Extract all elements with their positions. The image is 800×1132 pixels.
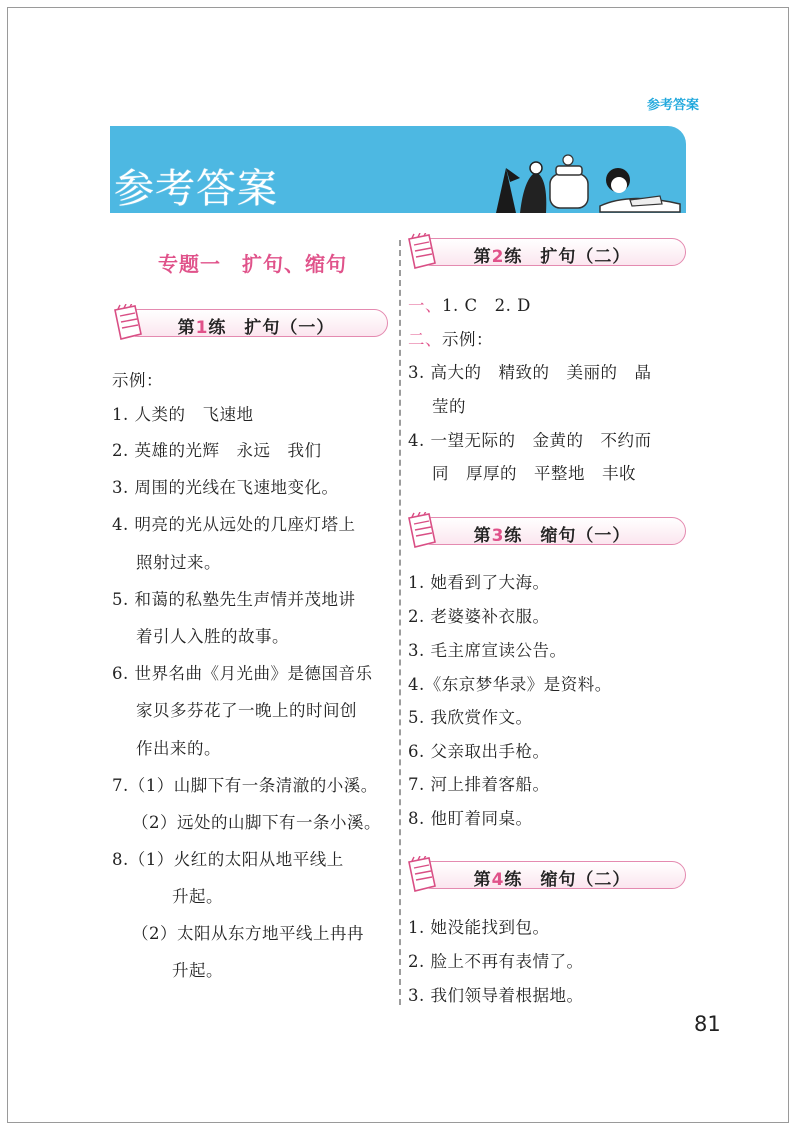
answer-line: 4. 一望无际的 金黄的 不约而: [408, 431, 652, 450]
section-label: 第2练 扩句（二）: [473, 247, 631, 267]
topic-title: 专题一 扩句、缩句: [158, 252, 347, 276]
cartoon-reader-illustration: [490, 148, 686, 213]
answer-line: 6. 父亲取出手枪。: [408, 742, 550, 761]
answer-line: 5. 和蔼的私塾先生声情并茂地讲: [112, 590, 356, 609]
answer-line: 1. 人类的 飞速地: [112, 405, 254, 424]
section-label: 第1练 扩句（一）: [177, 318, 335, 338]
answer-line: 8. 他盯着同桌。: [408, 809, 533, 828]
answer-line: 升起。: [172, 887, 223, 906]
answer-line: 照射过来。: [136, 553, 221, 572]
answer-line: 同 厚厚的 平整地 丰收: [432, 464, 636, 483]
answer-line: 1. 她看到了大海。: [408, 573, 550, 592]
answer-line: 7.（1）山脚下有一条清澈的小溪。: [112, 776, 378, 795]
section-header-4: [404, 859, 686, 891]
page-number: 81: [694, 1012, 721, 1036]
section-header-3: [404, 515, 686, 547]
answer-line: 2. 脸上不再有表情了。: [408, 952, 584, 971]
section-label: 第4练 缩句（二）: [473, 870, 631, 890]
answer-line: 莹的: [432, 397, 466, 416]
answer-line: （2）太阳从东方地平线上冉冉: [132, 924, 364, 943]
answer-line: 1. 她没能找到包。: [408, 918, 550, 937]
answer-line: 示例：: [112, 371, 163, 390]
running-head: 参考答案: [646, 98, 699, 113]
title-banner: [110, 126, 686, 213]
answer-line: 7. 河上排着客船。: [408, 775, 550, 794]
answer-line: 一、1. C 2. D: [408, 296, 531, 315]
answer-line: 4. 明亮的光从远处的几座灯塔上: [112, 515, 356, 534]
answer-line: 2. 老婆婆补衣服。: [408, 607, 550, 626]
answer-line: 3. 我们领导着根据地。: [408, 986, 584, 1005]
answer-line: 着引人入胜的故事。: [136, 627, 289, 646]
answer-line: （2）远处的山脚下有一条小溪。: [132, 813, 381, 832]
section-header-2: [404, 236, 686, 268]
column-divider: [399, 240, 401, 1005]
answer-line: 5. 我欣赏作文。: [408, 708, 533, 727]
section-header-1: [110, 307, 388, 339]
answer-line: 升起。: [172, 961, 223, 980]
banner-title: 参考答案: [114, 166, 278, 212]
answer-line: 家贝多芬花了一晚上的时间创: [136, 701, 357, 720]
answer-line: 8.（1）火红的太阳从地平线上: [112, 850, 344, 869]
answer-line: 4.《东京梦华录》是资料。: [408, 675, 612, 694]
answer-line: 3. 毛主席宣读公告。: [408, 641, 567, 660]
answer-line: 作出来的。: [136, 739, 221, 758]
answer-line: 二、示例：: [408, 330, 493, 349]
answer-line: 3. 高大的 精致的 美丽的 晶: [408, 363, 652, 382]
answer-line: 6. 世界名曲《月光曲》是德国音乐: [112, 664, 373, 683]
answer-line: 2. 英雄的光辉 永远 我们: [112, 441, 322, 460]
answer-line: 3. 周围的光线在飞速地变化。: [112, 478, 339, 497]
section-label: 第3练 缩句（一）: [473, 526, 631, 546]
